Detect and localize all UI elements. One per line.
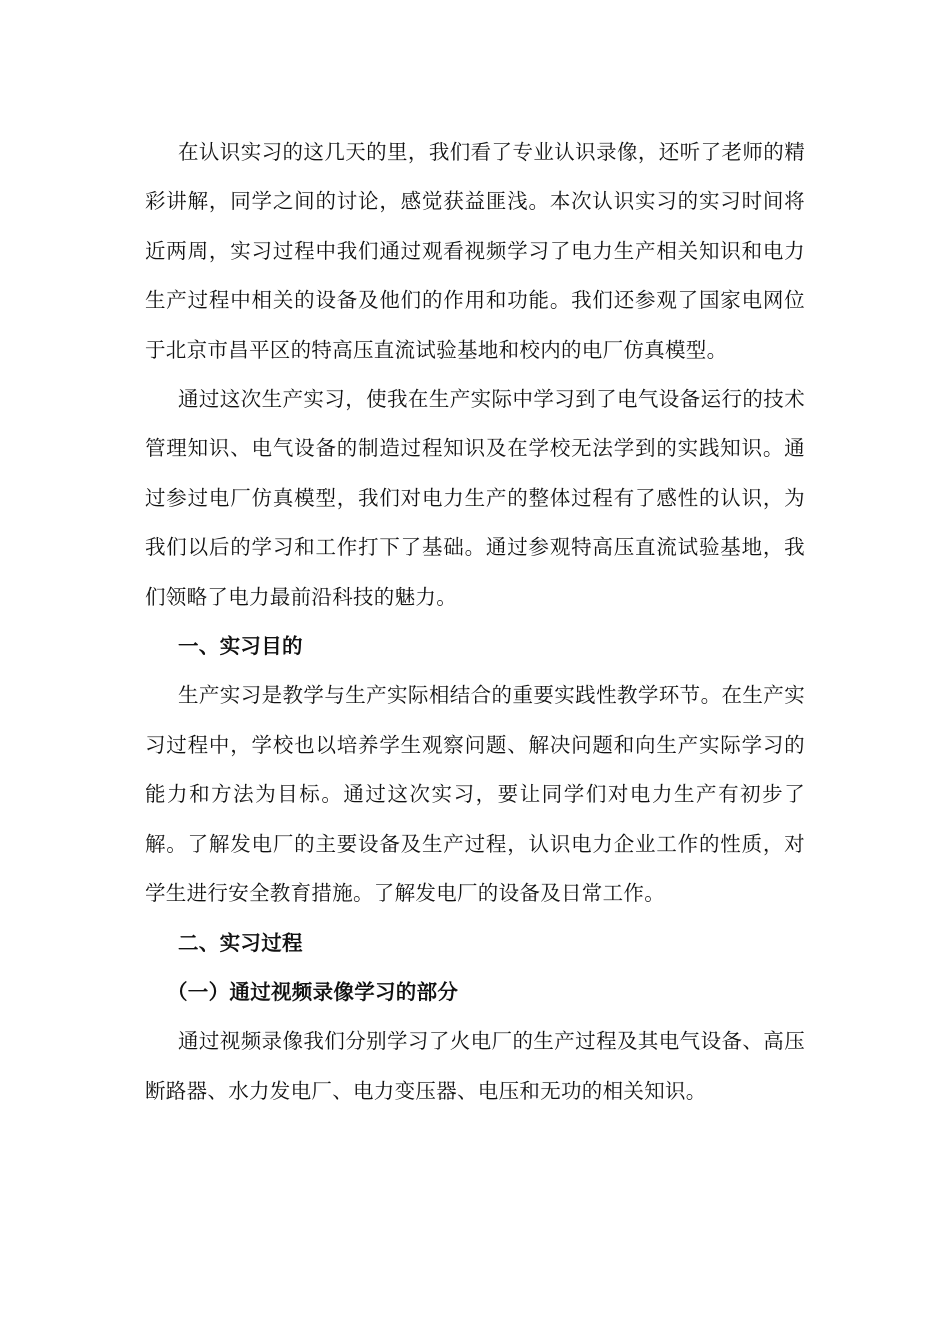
document-body — [145, 128, 805, 1116]
subsection-heading-video: （一）通过视频录像学习的部分 — [167, 979, 459, 1004]
video-paragraph: 通过视频录像我们分别学习了火电厂的生产过程及其电气设备、高压断路器、水力发电厂、电力变压器、电压和无功的相关知识。 — [145, 1029, 805, 1103]
intro-paragraph-1: 在认识实习的这几天的里，我们看了专业认识录像，还听了老师的精彩讲解，同学之间的讨论，感觉获益匪浅。本次认识实习的实习时间将近两周，实习过程中我们通过观看视频学习了电力生产相关知识和电力生产过程中相关的设备及他们的作用和功能。我们还参观了国家电网位于北京市昌平区的特高压直流试验基地和校内的电厂仿真模型。 — [145, 140, 805, 362]
intro-paragraph-2: 通过这次生产实习，使我在生产实际中学习到了电气设备运行的技术管理知识、电气设备的制造过程知识及在学校无法学到的实践知识。通过参过电厂仿真模型，我们对电力生产的整体过程有了感性的认识，为我们以后的学习和工作打下了基础。通过参观特高压直流试验基地，我们领略了电力最前沿科技的魅力。 — [145, 387, 805, 609]
section-heading-purpose: 一、实习目的 — [178, 634, 303, 659]
section-heading-process: 二、实习过程 — [178, 930, 303, 955]
purpose-paragraph: 生产实习是教学与生产实际相结合的重要实践性教学环节。在生产实习过程中，学校也以培养学生观察问题、解决问题和向生产实际学习的能力和方法为目标。通过这次实习，要让同学们对电力生产有初步了解。了解发电厂的主要设备及生产过程，认识电力企业工作的性质，对学生进行安全教育措施。了解发电厂的设备及日常工作。 — [145, 683, 805, 906]
